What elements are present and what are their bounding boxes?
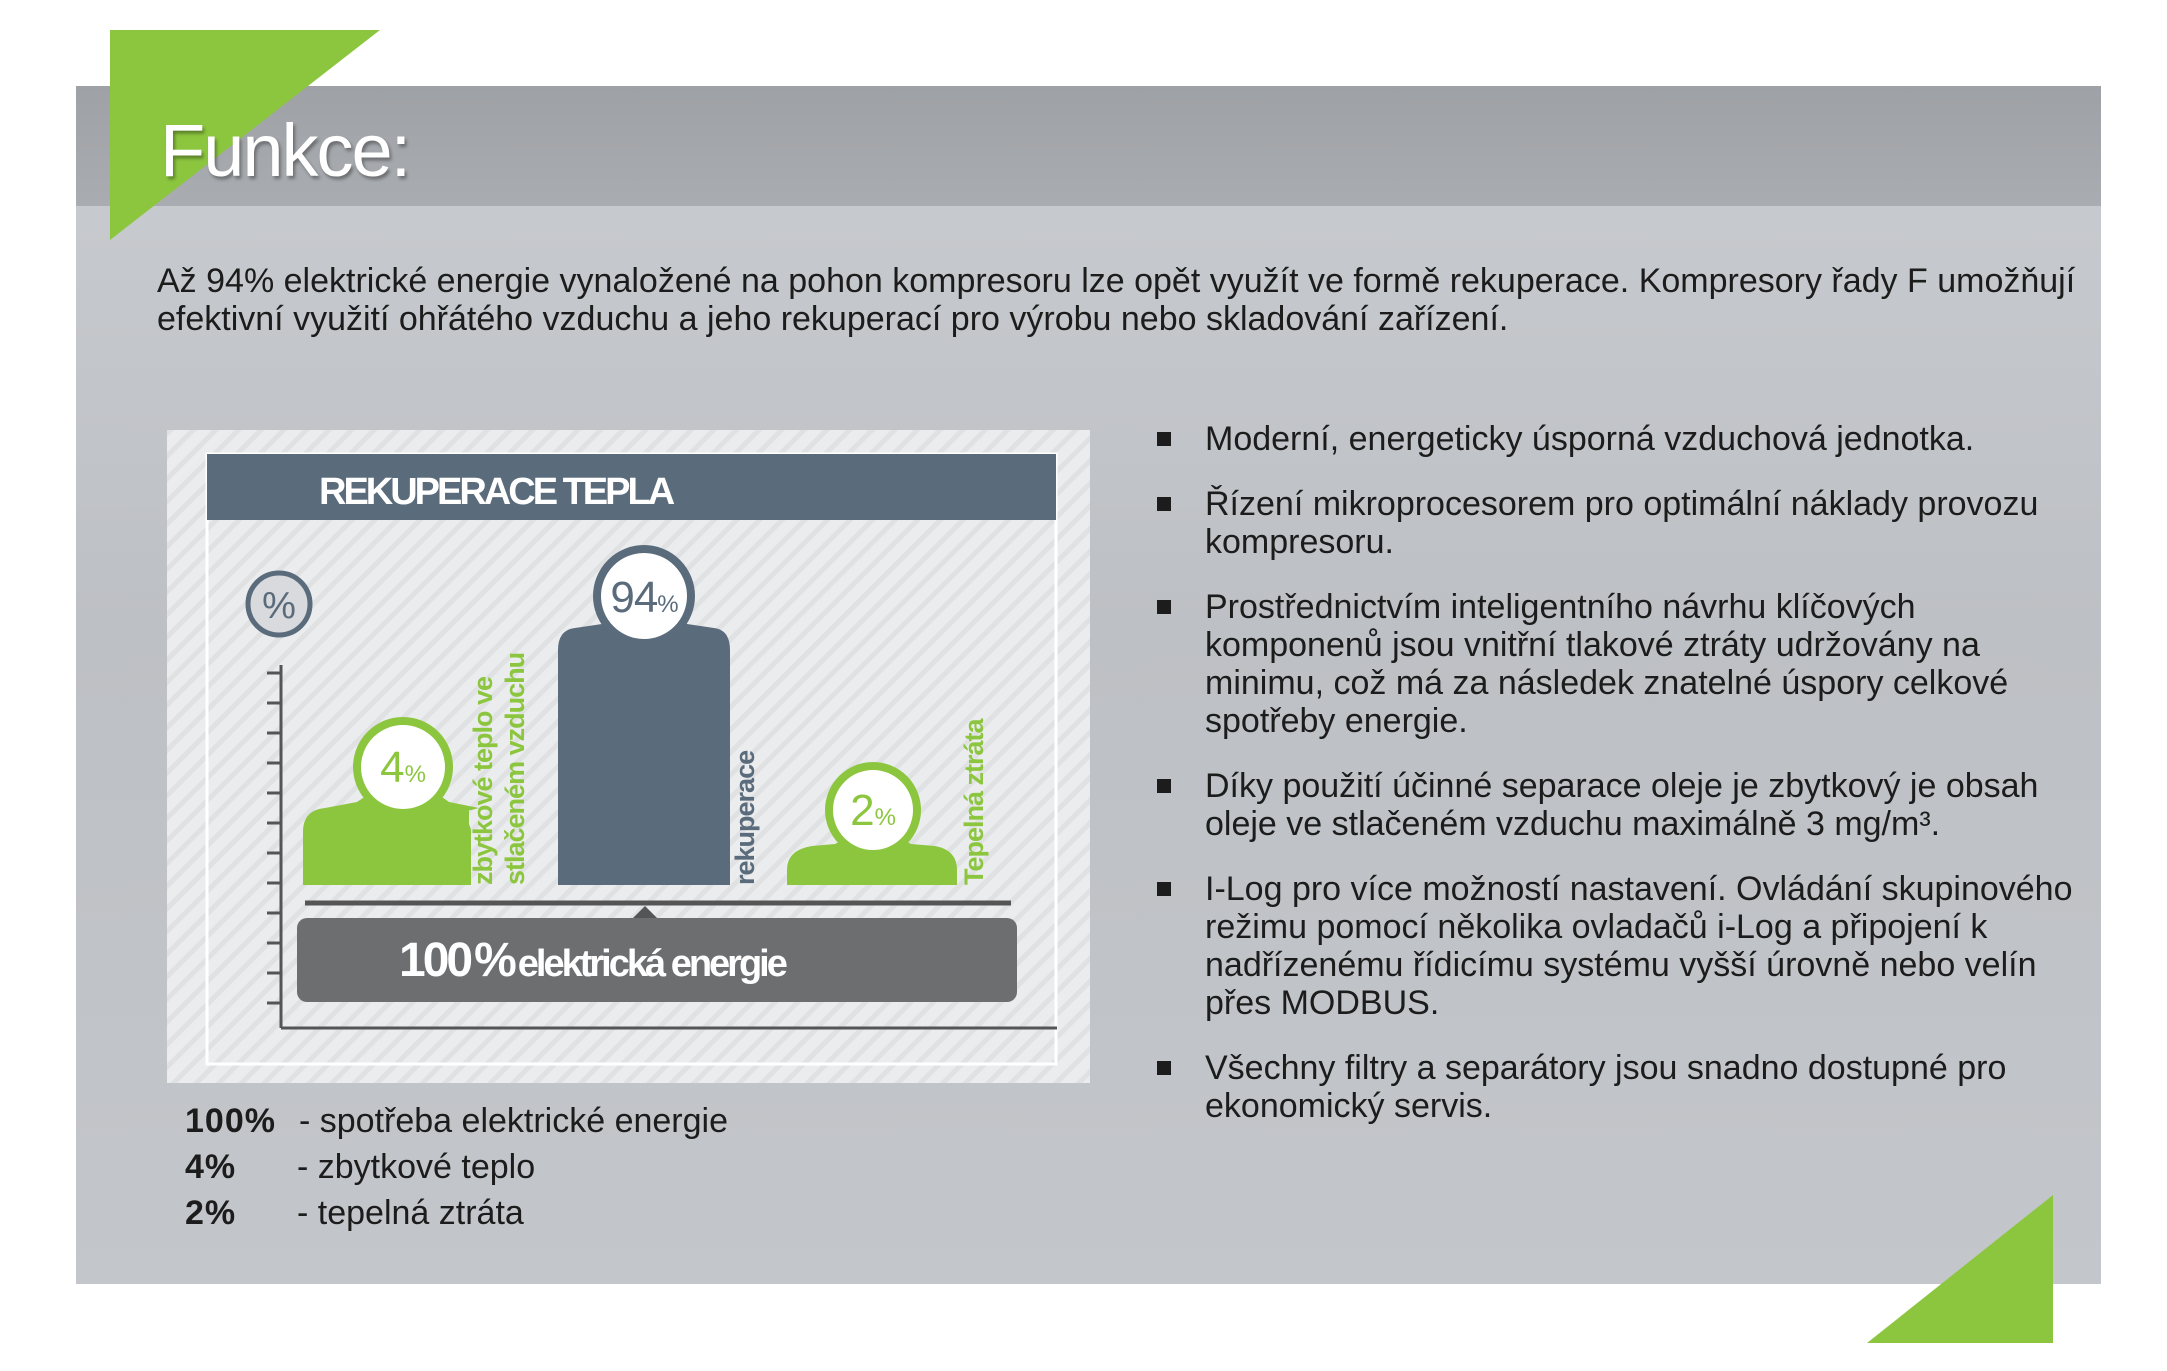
value-label-heat-loss: 2%: [850, 786, 896, 835]
percent-axis-symbol: %: [262, 585, 296, 627]
feature-item: [1155, 767, 2095, 843]
legend-text: - tepelná ztráta: [297, 1194, 524, 1232]
green-corner-triangle-bottom: [1867, 1195, 2053, 1343]
bar-label-heat-loss: Tepelná ztráta: [959, 719, 989, 885]
bullet-square-icon: [1157, 432, 1171, 446]
legend-text: - spotřeba elektrické energie: [299, 1102, 729, 1140]
feature-item: [1155, 588, 2095, 740]
bullet-square-icon: [1157, 600, 1171, 614]
page-title: Funkce:: [160, 109, 410, 192]
bar-label-residual-heat-1: zbytkové teplo ve: [468, 676, 498, 885]
feature-list: [1155, 420, 2095, 1152]
legend-percent: 100%: [185, 1102, 276, 1140]
intro-paragraph: Až 94% elektrické energie vynaložené na pohon kompresoru lze opět využít ve formě rekuperace. Kompresory řady F umožňují efektivní využití ohřátého vzduchu a jeho rekuperací pro výrobu nebo skladování zařízení.: [157, 262, 2076, 338]
feature-item: [1155, 485, 2095, 561]
bar-label-residual-heat-2: stlačeném vzduchu: [500, 652, 530, 885]
feature-item: [1155, 420, 2095, 458]
feature-text: Prostřednictvím inteligentního návrhu klíčových komponenů jsou vnitřní tlakové ztráty udržovány na minimu, což má za následek znatelné úspory celkové spotřeby energie.: [1205, 588, 2009, 740]
legend-percent: 2%: [185, 1194, 237, 1232]
feature-text: Moderní, energeticky úsporná vzduchová jednotka.: [1205, 420, 1975, 458]
feature-item: [1155, 870, 2095, 1022]
feature-text: Díky použití účinné separace oleje je zbytkový je obsah oleje ve stlačeném vzduchu maximálně 3 mg/m³.: [1205, 767, 2039, 843]
bullet-square-icon: [1157, 779, 1171, 793]
feature-text: Všechny filtry a separátory jsou snadno dostupné pro ekonomický servis.: [1205, 1049, 2007, 1125]
bullet-square-icon: [1157, 1061, 1171, 1075]
base-energy-label: 100% elektrická energie: [399, 934, 785, 987]
legend-percent: 4%: [185, 1148, 237, 1186]
feature-text: Řízení mikroprocesorem pro optimální náklady provozu kompresoru.: [1205, 485, 2039, 561]
bullet-square-icon: [1157, 882, 1171, 896]
heat-recovery-diagram: [167, 430, 1097, 1085]
value-label-residual-heat: 4%: [380, 743, 426, 792]
bullet-square-icon: [1157, 497, 1171, 511]
diagram-header-text: REKUPERACE TEPLA: [319, 471, 673, 513]
legend-text: - zbytkové teplo: [297, 1148, 536, 1186]
feature-text: I-Log pro více možností nastavení. Ovládání skupinového režimu pomocí několika ovladačů i-Log a připojení k nadřízenému řídicímu systému vyšší úrovně nebo velín přes MODBUS.: [1205, 870, 2073, 1022]
bar-recovery: [558, 608, 730, 885]
feature-item: [1155, 1049, 2095, 1125]
bar-label-recovery: rekuperace: [730, 750, 760, 885]
value-label-recovery: 94%: [610, 573, 678, 622]
